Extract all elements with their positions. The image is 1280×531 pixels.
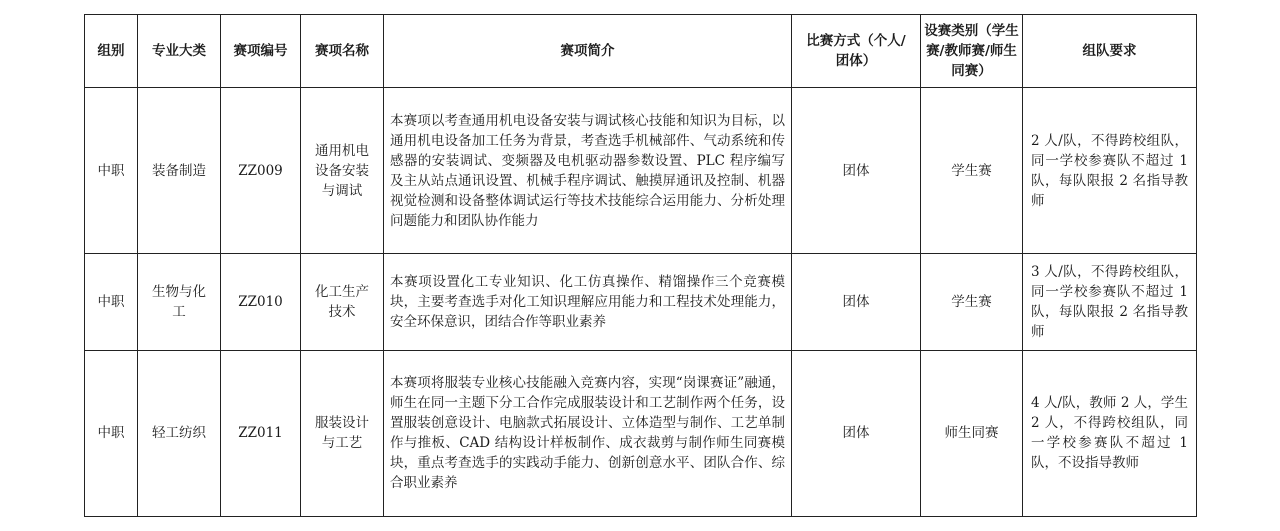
cell-mode: 团体 <box>792 88 921 254</box>
table-row <box>85 254 1197 350</box>
cell-type: 师生同赛 <box>921 350 1023 516</box>
cell-group: 中职 <box>85 350 138 516</box>
cell-desc: 本赛项以考查通用机电设备安装与调试核心技能和知识为目标，以通用机电设备加工任务为背景，考查选手机械部件、气动系统和传感器的安装调试、变频器及电机驱动器参数设置、PLC 程序编写及主从站点通讯设置、机械手程序调试、触摸屏通讯及控制、机器视觉检测和设备整体调试运行等技术技能综合运用能力、分析处理问题能力和团队协作能力 <box>384 88 792 254</box>
header-type: 设赛类别（学生赛/教师赛/师生同赛） <box>921 15 1023 88</box>
cell-name: 服装设计与工艺 <box>301 350 384 516</box>
table-row <box>85 88 1197 254</box>
cell-desc: 本赛项将服装专业核心技能融入竞赛内容，实现“岗课赛证”融通，师生在同一主题下分工合作完成服装设计和工艺制作两个任务，设置服装创意设计、电脑款式拓展设计、立体造型与制作、工艺单制作与推板、CAD 结构设计样板制作、成衣裁剪与制作师生同赛模块，重点考查选手的实践动手能力、创新创意水平、团队合作、综合职业素养 <box>384 350 792 516</box>
cell-req: 3 人/队，不得跨校组队，同一学校参赛队不超过 1 队，每队限报 2 名指导教师 <box>1023 254 1197 350</box>
cell-req: 2 人/队，不得跨校组队，同一学校参赛队不超过 1 队，每队限报 2 名指导教师 <box>1023 88 1197 254</box>
cell-name: 通用机电设备安装与调试 <box>301 88 384 254</box>
header-group: 组别 <box>85 15 138 88</box>
cell-type: 学生赛 <box>921 254 1023 350</box>
table-row <box>85 350 1197 516</box>
header-req: 组队要求 <box>1023 15 1197 88</box>
cell-category: 轻工纺织 <box>138 350 221 516</box>
table-header-row <box>85 15 1197 88</box>
cell-code: ZZ009 <box>221 88 301 254</box>
competition-table <box>84 14 1197 517</box>
cell-mode: 团体 <box>792 254 921 350</box>
cell-category: 生物与化工 <box>138 254 221 350</box>
cell-mode: 团体 <box>792 350 921 516</box>
header-category: 专业大类 <box>138 15 221 88</box>
cell-desc: 本赛项设置化工专业知识、化工仿真操作、精馏操作三个竞赛模块，主要考查选手对化工知识理解应用能力和工程技术处理能力，安全环保意识，团结合作等职业素养 <box>384 254 792 350</box>
cell-code: ZZ011 <box>221 350 301 516</box>
header-desc: 赛项简介 <box>384 15 792 88</box>
header-code: 赛项编号 <box>221 15 301 88</box>
cell-code: ZZ010 <box>221 254 301 350</box>
cell-req: 4 人/队，教师 2 人，学生 2 人，不得跨校组队，同一学校参赛队不超过 1 队，不设指导教师 <box>1023 350 1197 516</box>
cell-name: 化工生产技术 <box>301 254 384 350</box>
header-mode: 比赛方式（个人/团体） <box>792 15 921 88</box>
header-name: 赛项名称 <box>301 15 384 88</box>
cell-group: 中职 <box>85 254 138 350</box>
cell-type: 学生赛 <box>921 88 1023 254</box>
cell-group: 中职 <box>85 88 138 254</box>
cell-category: 装备制造 <box>138 88 221 254</box>
